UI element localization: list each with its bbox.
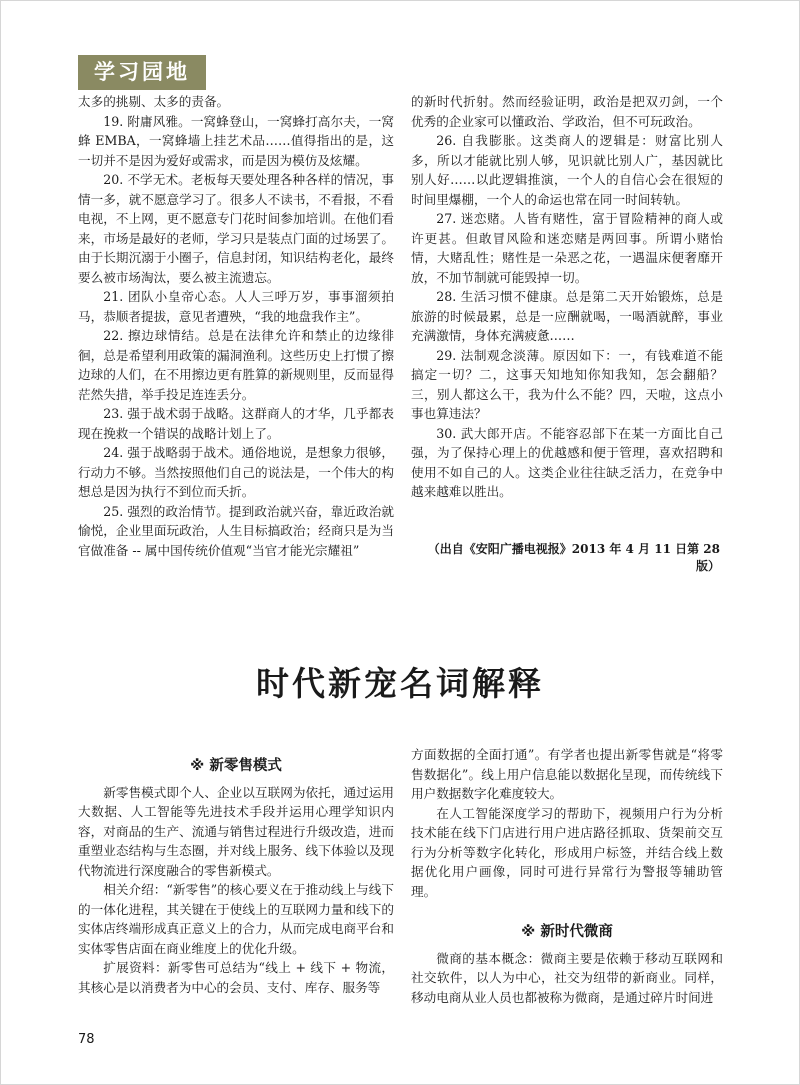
paragraph: 23. 强于战术弱于战略。这群商人的才华，几乎都表现在挽救一个错误的战略计划上了。 (78, 406, 394, 441)
article2-right-column (411, 745, 723, 1007)
paragraph: 30. 武大郎开店。不能容忍部下在某一方面比自己强，为了保持心理上的优越感和便于管理，喜欢招聘和使用不如自己的人。这类企业往往缺乏活力，在竞争中越来越难以胜出。 (411, 425, 723, 499)
paragraph: 21. 团队小皇帝心态。人人三呼万岁，事事溜须拍马，恭顺者提拔，意见者遭殃，“我的地盘我作主”。 (78, 289, 394, 324)
page-number: 78 (78, 1032, 95, 1047)
section-heading-micro-business: ※ 新时代微商 (521, 924, 613, 940)
paragraph: 29. 法制观念淡薄。原因如下：一，有钱难道不能搞定一切？二，这事天知地知你知我知，怎会翻船？三，别人都这么干，我为什么不能？四，天啦，这点小事也算违法？ (411, 347, 723, 421)
paragraph: 新零售模式即个人、企业以互联网为依托，通过运用大数据、人工智能等先进技术手段并运用心理学知识内容，对商品的生产、流通与销售过程进行升级改造，进而重塑业态结构与生态圈，并对线上服务、线下体验以及现代物流进行深度融合的零售新模式。 (78, 784, 394, 878)
paragraph: 太多的挑剔、太多的责备。 (78, 94, 230, 109)
paragraph: 20. 不学无术。老板每天要处理各种各样的情况，事情一多，就不愿意学习了。很多人不读书，不看报，不看电视，不上网，更不愿意专门花时间参加培训。在他们看来，市场是最好的老师，学习只是装点门面的过场罢了。由于长期沉溺于小圈子，信息封闭，知识结构老化，最终要么被市场淘汰，要么被主流遗忘。 (78, 172, 394, 285)
article-title: 时代新宠名词解释 (256, 664, 544, 703)
article2-left-column (78, 757, 394, 997)
paragraph: 19. 附庸风雅。一窝蜂登山，一窝蜂打高尔夫，一窝蜂 EMBA，一窝蜂墙上挂艺术品……值得指出的是，这一切并不是因为爱好或需求，而是因为模仿及炫耀。 (78, 113, 394, 168)
section-heading-new-retail: ※ 新零售模式 (190, 758, 282, 774)
article1-left-column (78, 92, 394, 560)
source-citation: （出自《安阳广播电视报》2013 年 4 月 11 日第 28 版） (427, 542, 720, 573)
paragraph: 方面数据的全面打通”。有学者也提出新零售就是“将零售数据化”。线上用户信息能以数据化呈现，而传统线下用户数据数字化难度较大。 (411, 747, 723, 801)
paragraph: 28. 生活习惯不健康。总是第二天开始锻炼，总是旅游的时候最累，总是一应酬就喝，一喝酒就醉，事业充满激情，身体充满疲惫…… (411, 289, 723, 343)
paragraph: 扩展资料：新零售可总结为“线上 + 线下 + 物流，其核心是以消费者为中心的会员、支付、库存、服务等 (78, 960, 394, 995)
section-tag: 学习园地 (78, 55, 206, 90)
paragraph: 24. 强于战略弱于战术。通俗地说，是想象力很够，行动力不够。当然按照他们自己的说法是，一个伟大的构想总是因为执行不到位而夭折。 (78, 445, 394, 499)
paragraph: 相关介绍：“新零售”的核心要义在于推动线上与线下的一体化进程，其关键在于使线上的互联网力量和线下的实体店终端形成真正意义上的合力，从而完成电商平台和实体零售店面在商业维度上的优化升级。 (78, 882, 394, 956)
paragraph: 26. 自我膨胀。这类商人的逻辑是：财富比别人多，所以才能就比别人够，见识就比别人广，基因就比别人好……以此逻辑推演，一个人的自信心会在很短的时间里爆棚，一个人的命运也常在同一时间转轨。 (411, 133, 723, 207)
paragraph: 在人工智能深度学习的帮助下，视频用户行为分析技术能在线下门店进行用户进店路径抓取、货架前交互行为分析等数字化转化，形成用户标签，并结合线上数据优化用户画像，同时可进行异常行为警报等辅助管理。 (411, 805, 723, 899)
article1-right-column (411, 92, 723, 502)
paragraph: 25. 强烈的政治情节。提到政治就兴奋，靠近政治就愉悦，企业里面玩政治，人生目标搞政治；经商只是为当官做准备 -- 属中国传统价值观“当官才能光宗耀祖” (78, 503, 394, 558)
paragraph: 22. 擦边球情结。总是在法律允许和禁止的边缘徘徊，总是希望利用政策的漏洞渔利。这些历史上打惯了擦边球的人们，在不用擦边更有胜算的新规则里，反而显得茫然失措，举手投足连连丢分。 (78, 328, 394, 402)
paragraph: 微商的基本概念：微商主要是依赖于移动互联网和社交软件，以人为中心，社交为纽带的新商业。同样，移动电商从业人员也都被称为微商，是通过碎片时间进 (411, 950, 723, 1005)
paragraph: 27. 迷恋赌。人皆有赌性，富于冒险精神的商人或许更甚。但敢冒风险和迷恋赌是两回事。所谓小赌怡情，大赌乱性；赌性是一朵恶之花，一遇温床便奢靡开放，不加节制就可能毁掉一切。 (411, 211, 723, 285)
paragraph: 的新时代折射。然而经验证明，政治是把双刃剑，一个优秀的企业家可以懂政治、学政治，但不可玩政治。 (411, 94, 723, 129)
